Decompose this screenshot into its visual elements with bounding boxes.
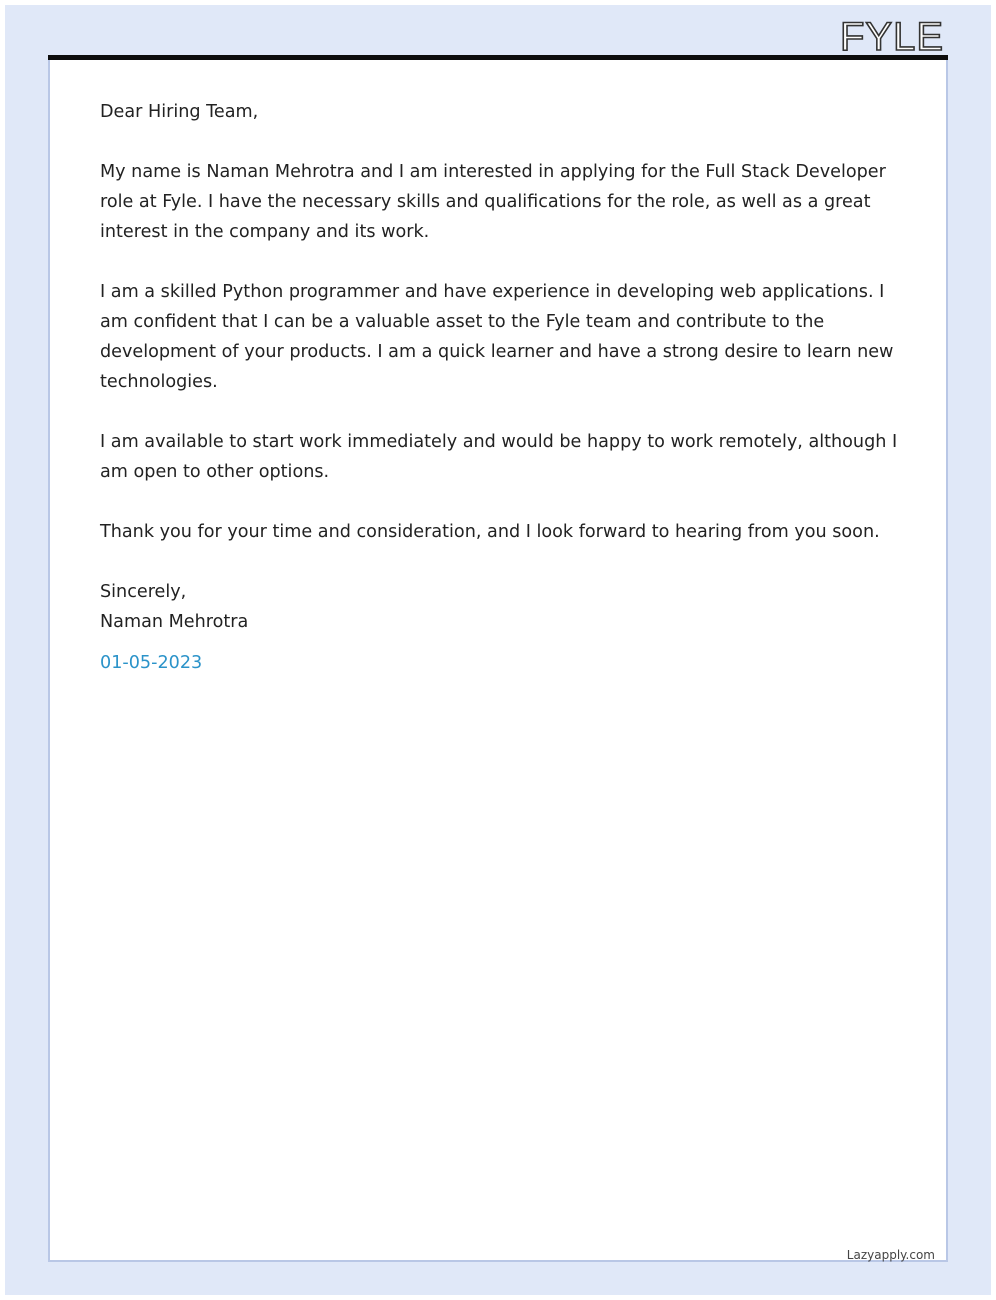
paragraph-availability: I am available to start work immediately and would be happy to work remotely, although I am open to other options. — [100, 432, 898, 482]
paragraph-thanks: Thank you for your time and consideration, and I look forward to hearing from you soon. — [100, 522, 880, 542]
signature-name: Naman Mehrotra — [100, 612, 249, 632]
closing: Sincerely, — [100, 582, 187, 602]
letter-date: 01-05-2023 — [100, 653, 203, 673]
paragraph-intro: My name is Naman Mehrotra and I am interested in applying for the Full Stack Developer role at Fyle. I have the necessary skills and qualifications for the role, as well as a great interest in the company and its work. — [100, 162, 886, 242]
letter-body — [100, 97, 900, 637]
company-logo: FYLE — [839, 15, 944, 59]
footer-watermark: Lazyapply.com — [846, 1248, 935, 1262]
paragraph-skills: I am a skilled Python programmer and have experience in developing web applications. I am confident that I can be a valuable asset to the Fyle team and contribute to the development of your products. I am a quick learner and have a strong desire to learn new technologies. — [100, 282, 894, 392]
header-rule — [48, 55, 948, 60]
salutation: Dear Hiring Team, — [100, 102, 259, 122]
